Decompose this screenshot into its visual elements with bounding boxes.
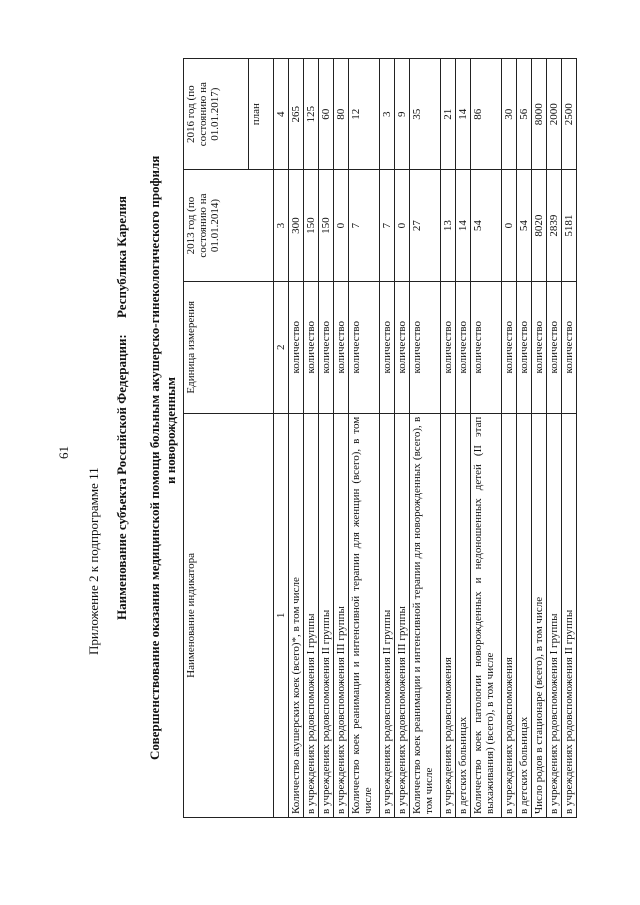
value-2016: 35 bbox=[410, 59, 441, 170]
indicator-name: в учреждениях родовспоможения III группы bbox=[334, 413, 349, 817]
column-number: 4 bbox=[274, 59, 289, 170]
unit-cell: количество bbox=[319, 281, 334, 413]
table-row bbox=[380, 59, 395, 818]
table-row bbox=[502, 59, 517, 818]
value-2013: 5181 bbox=[562, 170, 577, 281]
indicator-name: в учреждениях родовспоможения III группы bbox=[395, 413, 410, 817]
unit-cell: количество bbox=[304, 281, 319, 413]
unit-cell: количество bbox=[547, 281, 562, 413]
value-2013: 54 bbox=[517, 170, 532, 281]
value-2013: 0 bbox=[395, 170, 410, 281]
indicator-table bbox=[183, 58, 577, 818]
table-row bbox=[471, 59, 502, 818]
document-title-line2: и новорожденным bbox=[163, 376, 178, 484]
value-2016: 8000 bbox=[532, 59, 547, 170]
table-row bbox=[517, 59, 532, 818]
indicator-name: в учреждениях родовспоможения II группы bbox=[380, 413, 395, 817]
appendix-caption: Приложение 2 к подпрограмме 11 bbox=[86, 467, 101, 655]
table-row bbox=[456, 59, 471, 818]
value-2013: 0 bbox=[502, 170, 517, 281]
indicator-name: Количество коек патологии новорожденных и недоношенных детей (II этап выхаживания) (всего), в том числе bbox=[471, 413, 502, 817]
unit-cell: количество bbox=[289, 281, 304, 413]
value-2013: 150 bbox=[304, 170, 319, 281]
unit-cell: количество bbox=[517, 281, 532, 413]
unit-cell: количество bbox=[395, 281, 410, 413]
page-number: 61 bbox=[56, 446, 71, 459]
header-unit: Единица измерения bbox=[184, 281, 274, 413]
value-2016: 21 bbox=[441, 59, 456, 170]
unit-cell: количество bbox=[410, 281, 441, 413]
indicator-name: в учреждениях родовспоможения I группы bbox=[547, 413, 562, 817]
unit-cell: количество bbox=[532, 281, 547, 413]
value-2016: 56 bbox=[517, 59, 532, 170]
value-2013: 7 bbox=[380, 170, 395, 281]
table-row bbox=[395, 59, 410, 818]
indicator-name: в учреждениях родовспоможения II группы bbox=[562, 413, 577, 817]
unit-cell: количество bbox=[441, 281, 456, 413]
value-2013: 27 bbox=[410, 170, 441, 281]
value-2013: 2839 bbox=[547, 170, 562, 281]
value-2013: 54 bbox=[471, 170, 502, 281]
indicator-name: в учреждениях родовспоможения I группы bbox=[304, 413, 319, 817]
unit-cell: количество bbox=[456, 281, 471, 413]
unit-cell: количество bbox=[334, 281, 349, 413]
indicator-name: в учреждениях родовспоможения II группы bbox=[319, 413, 334, 817]
value-2016: 3 bbox=[380, 59, 395, 170]
indicator-name: в учреждениях родовспоможения bbox=[441, 413, 456, 817]
unit-cell: количество bbox=[349, 281, 380, 413]
table-row bbox=[349, 59, 380, 818]
table-row bbox=[441, 59, 456, 818]
table-row bbox=[319, 59, 334, 818]
table-row bbox=[532, 59, 547, 818]
indicator-name: в детских больницах bbox=[517, 413, 532, 817]
value-2016: 125 bbox=[304, 59, 319, 170]
value-2016: 12 bbox=[349, 59, 380, 170]
table-row bbox=[562, 59, 577, 818]
header-indicator: Наименование индикатора bbox=[184, 413, 274, 817]
header-plan: план bbox=[249, 59, 274, 170]
table-row bbox=[289, 59, 304, 818]
value-2013: 150 bbox=[319, 170, 334, 281]
indicator-name: Количество коек реанимации и интенсивной терапии для новорожденных (всего), в том числе bbox=[410, 413, 441, 817]
value-2016: 60 bbox=[319, 59, 334, 170]
subject-label: Наименование субъекта Российской Федерации: bbox=[114, 334, 129, 620]
value-2013: 14 bbox=[456, 170, 471, 281]
header-2016: 2016 год (по состоянию на 01.01.2017) bbox=[184, 59, 249, 170]
indicator-name: Количество акушерских коек (всего)*, в том числе bbox=[289, 413, 304, 817]
table-row bbox=[304, 59, 319, 818]
indicator-name: Количество коек реанимации и интенсивной терапии для женщин (всего), в том числе bbox=[349, 413, 380, 817]
indicator-name: Число родов в стационаре (всего), в том числе bbox=[532, 413, 547, 817]
table-row bbox=[334, 59, 349, 818]
value-2016: 14 bbox=[456, 59, 471, 170]
value-2016: 86 bbox=[471, 59, 502, 170]
value-2013: 300 bbox=[289, 170, 304, 281]
indicator-name: в учреждениях родовспоможения bbox=[502, 413, 517, 817]
column-number: 3 bbox=[274, 170, 289, 281]
table-row bbox=[410, 59, 441, 818]
subject-value: Республика Карелия bbox=[114, 196, 129, 318]
value-2016: 30 bbox=[502, 59, 517, 170]
value-2013: 7 bbox=[349, 170, 380, 281]
unit-cell: количество bbox=[380, 281, 395, 413]
table-row bbox=[547, 59, 562, 818]
value-2016: 265 bbox=[289, 59, 304, 170]
header-2013: 2013 год (по состоянию на 01.01.2014) bbox=[184, 170, 274, 281]
value-2016: 2500 bbox=[562, 59, 577, 170]
value-2016: 80 bbox=[334, 59, 349, 170]
indicator-name: в детских больницах bbox=[456, 413, 471, 817]
column-number: 2 bbox=[274, 281, 289, 413]
value-2013: 0 bbox=[334, 170, 349, 281]
value-2016: 9 bbox=[395, 59, 410, 170]
unit-cell: количество bbox=[562, 281, 577, 413]
unit-cell: количество bbox=[471, 281, 502, 413]
subject-line bbox=[114, 196, 130, 620]
column-number: 1 bbox=[274, 413, 289, 817]
document-title-line1: Совершенствование оказания медицинской помощи больным акушерско-гинекологического профиля bbox=[147, 155, 162, 760]
value-2013: 13 bbox=[441, 170, 456, 281]
value-2016: 2000 bbox=[547, 59, 562, 170]
indicator-table-wrapper bbox=[183, 58, 575, 818]
value-2013: 8020 bbox=[532, 170, 547, 281]
unit-cell: количество bbox=[502, 281, 517, 413]
